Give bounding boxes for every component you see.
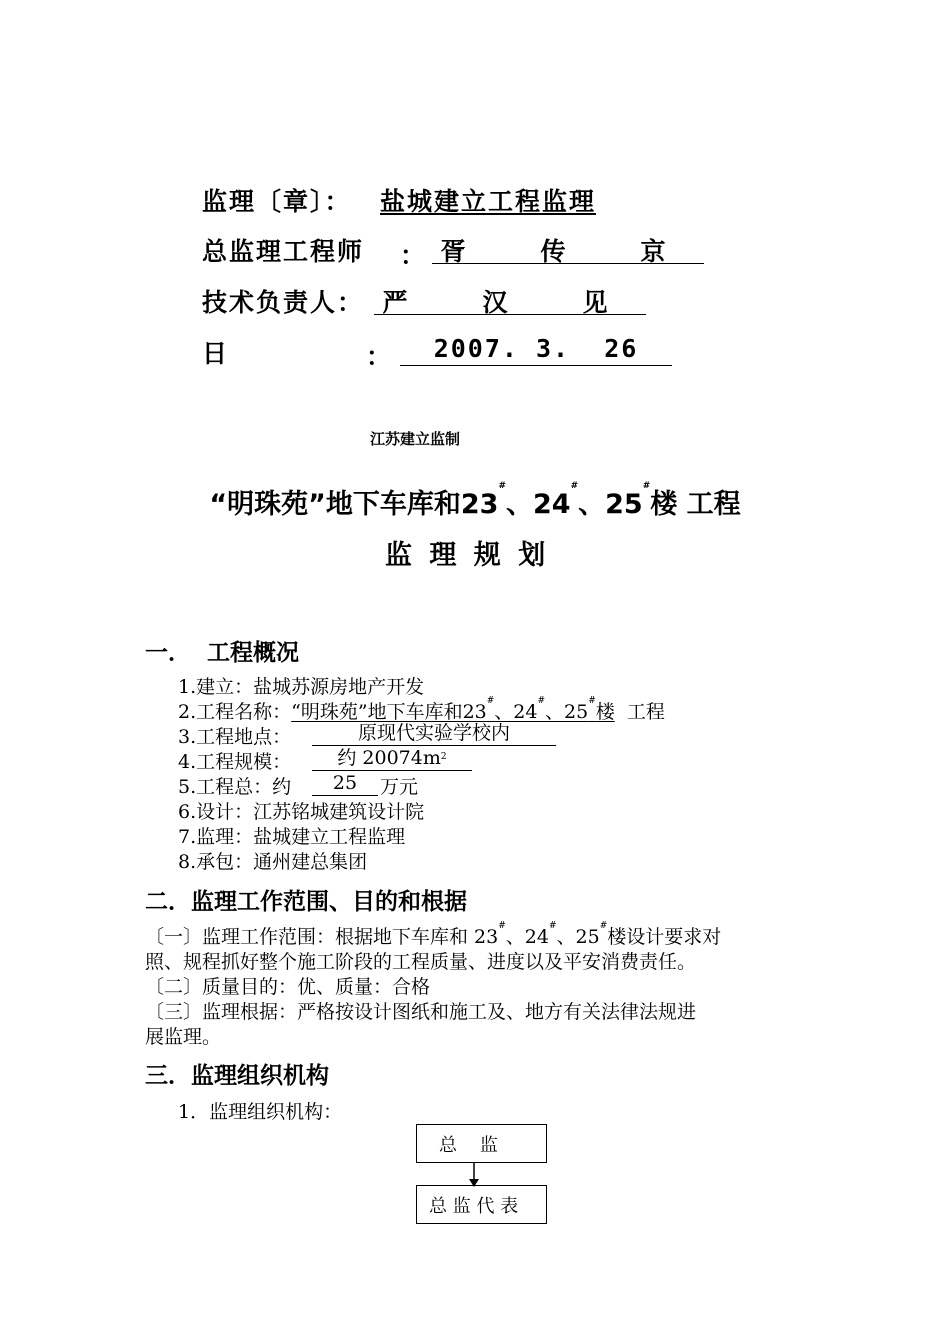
section1-item-5 xyxy=(178,772,291,799)
section2-paragraph-1-line-2: 照、规程抓好整个施工阶段的工程质量、进度以及平安消费责任。 xyxy=(145,951,697,973)
supervisor-value: 盐城建立工程监理 xyxy=(380,187,597,216)
p1-part-b: 、24 xyxy=(505,926,549,948)
item2-value-c: 、25 xyxy=(545,701,589,723)
org-box-chief-supervisor-label: 总 监 xyxy=(439,1135,498,1156)
section3-item-1: 1．监理组织机构： xyxy=(178,1101,343,1123)
section1-item-2 xyxy=(178,697,665,724)
organization-line: 江苏建立监制 xyxy=(370,430,461,448)
item2-value-d: 楼 xyxy=(595,701,615,723)
item4-sup: 2 xyxy=(440,752,447,762)
org-box-chief-supervisor xyxy=(416,1124,547,1163)
org-box-deputy xyxy=(416,1185,547,1224)
title-sup-3: # xyxy=(642,481,651,491)
title-sup-1: # xyxy=(498,481,506,491)
section2-paragraph-3-line-1: 〔三〕监理根据：严格按设计图纸和施工及、地方有关法律法规进 xyxy=(145,1001,697,1023)
section1-item-6: 6.设计：江苏铭城建筑设计院 xyxy=(178,801,425,823)
document-title xyxy=(0,482,950,521)
date-colon: ： xyxy=(366,342,394,371)
item2-value-a: “明珠苑”地下车库和23 xyxy=(291,701,487,723)
section3-heading: 三．监理组织机构 xyxy=(145,1063,329,1089)
item3-value: 原现代实验学校内 xyxy=(312,722,556,746)
supervisor-label: 监理〔章〕： xyxy=(202,187,352,216)
org-box-deputy-label: 总 监 代 表 xyxy=(429,1196,519,1217)
item3-label: 3.工程地点： xyxy=(178,726,292,748)
chief-engineer-colon: ： xyxy=(400,241,428,270)
section1-item-1: 1.建立：盐城苏源房地产开发 xyxy=(178,676,425,698)
item2-value-b: 、24 xyxy=(494,701,538,723)
section2-heading: 二．监理工作范围、目的和根据 xyxy=(145,889,467,915)
item2-tail: 工程 xyxy=(626,701,665,723)
p1-part-d: 楼设计要求对 xyxy=(607,926,722,948)
item5-value: 25 xyxy=(312,772,378,796)
section2-paragraph-1-line-1 xyxy=(145,922,721,949)
title-part-a: “明珠苑”地下车库和23 xyxy=(209,489,499,520)
item4-value-text: 约 20074m xyxy=(337,747,441,769)
section2-paragraph-3-line-2: 展监理。 xyxy=(145,1026,222,1048)
item2-label: 2.工程名称： xyxy=(178,701,292,723)
title-part-d: 楼 工程 xyxy=(650,489,741,520)
item2-sup-1: # xyxy=(486,696,495,706)
item2-value xyxy=(291,696,615,723)
section1-heading: 一． 工程概况 xyxy=(145,640,300,666)
tech-lead-value: 严 汉 见 xyxy=(374,283,646,315)
title-part-c: 、25 xyxy=(578,489,643,520)
p1-part-c: 、25 xyxy=(556,926,600,948)
item2-sup-3: # xyxy=(588,696,596,706)
item5-label: 5.工程总：约 xyxy=(178,776,292,798)
date-label: 日 xyxy=(202,339,230,368)
date-value: 2007. 3. 26 xyxy=(400,334,672,366)
section1-item-3 xyxy=(178,722,291,749)
chief-engineer-label: 总监理工程师 xyxy=(202,237,365,266)
title-sup-2: # xyxy=(570,481,579,491)
section2-paragraph-2: 〔二〕质量目的：优、质量：合格 xyxy=(145,976,431,998)
tech-lead-label: 技术负责人： xyxy=(202,288,365,317)
item5-unit: 万元 xyxy=(380,776,419,798)
section1-item-8: 8.承包：通州建总集团 xyxy=(178,851,368,873)
title-part-b: 、24 xyxy=(505,489,571,520)
item4-value xyxy=(312,747,472,771)
p1-part-a: 〔一〕监理工作范围：根据地下车库和 23 xyxy=(145,926,499,948)
item2-sup-2: # xyxy=(537,696,546,706)
p1-sup-2: # xyxy=(548,921,557,931)
chief-engineer-value: 胥 传 京 xyxy=(432,232,704,264)
section1-item-4 xyxy=(178,747,291,774)
p1-sup-3: # xyxy=(599,921,608,931)
p1-sup-1: # xyxy=(498,921,506,931)
item4-label: 4.工程规模： xyxy=(178,751,292,773)
document-subtitle: 监 理 规 划 xyxy=(385,540,550,571)
section1-item-7: 7.监理：盐城建立工程监理 xyxy=(178,826,406,848)
